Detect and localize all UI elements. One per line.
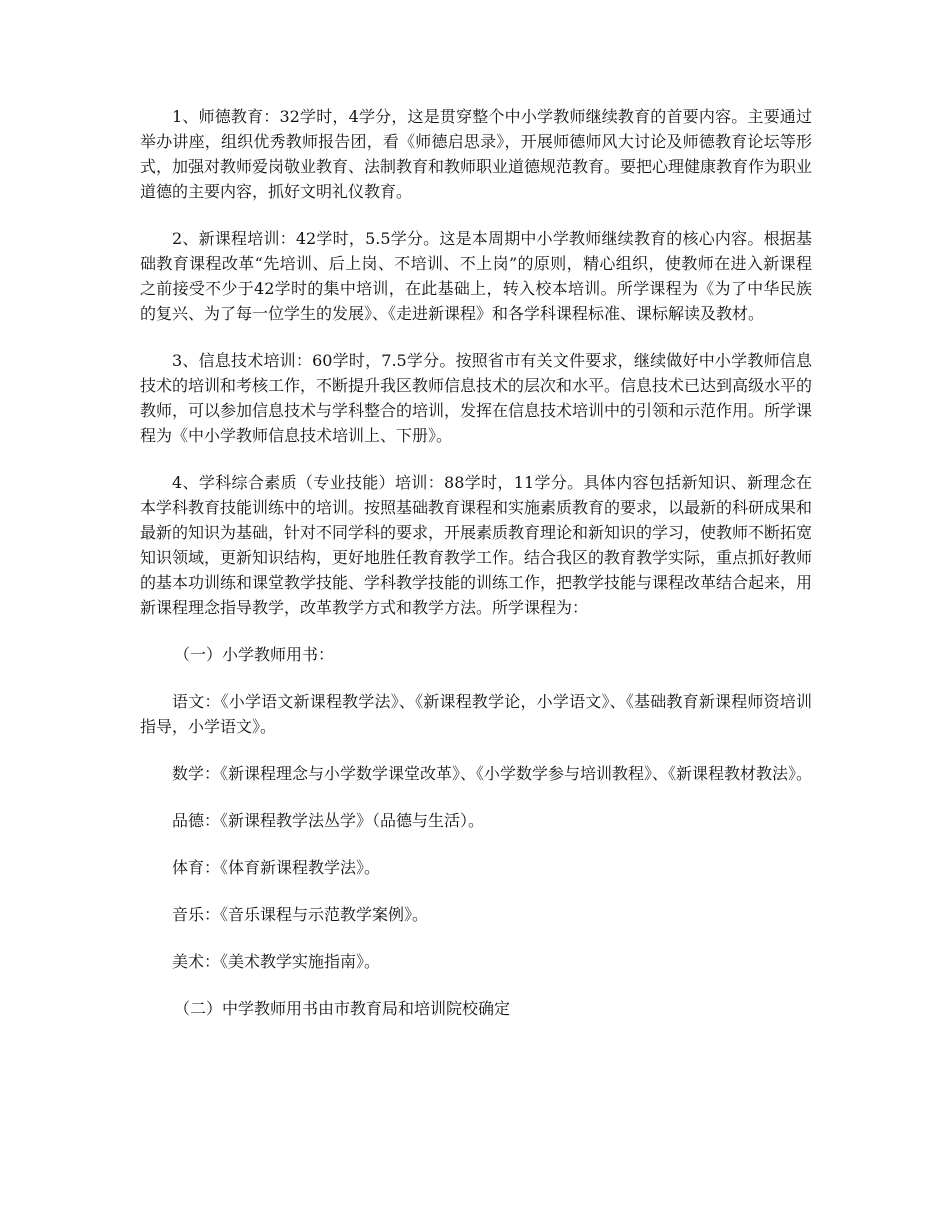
paragraph-morality-books: 品德：《新课程教学法丛学》（品德与生活）。	[172, 811, 485, 830]
paragraph-music-books: 音乐：《音乐课程与示范教学案例》。	[172, 905, 429, 924]
paragraph-new-curriculum-training: 2、新课程培训：42学时，5.5学分。这是本周期中小学教师继续教育的核心内容。根据基础教育课程改革“先培训、后上岗、不培训、不上岗”的原则，精心组织，使教师在进入新课程之前接受不少于42学时的集中培训，在此基础上，转入校本培训。所学课程为《为了中华民族的复兴、为了每一位学生的发展》、《走进新课程》和各学科课程标准、课标解读及教材。	[140, 229, 812, 323]
paragraph-ethics-education: 1、师德教育：32学时，4学分，这是贯穿整个中小学教师继续教育的首要内容。主要通过举办讲座，组织优秀教师报告团，看《师德启思录》，开展师德师风大讨论及师德教育论坛等形式，加强对教师爱岗敬业教育、法制教育和教师职业道德规范教育。要把心理健康教育作为职业道德的主要内容，抓好文明礼仪教育。	[140, 107, 813, 201]
heading-primary-teacher-books: （一）小学教师用书：	[174, 645, 335, 664]
document-body	[140, 104, 812, 1043]
paragraph-art-books: 美术：《美术教学实施指南》。	[172, 952, 381, 971]
paragraph-it-training: 3、信息技术培训：60学时，7.5学分。按照省市有关文件要求，继续做好中小学教师信息技术的培训和考核工作，不断提升我区教师信息技术的层次和水平。信息技术已达到高级水平的教师，可以参加信息技术与学科整合的培训，发挥在信息技术培训中的引领和示范作用。所学课程为《中小学教师信息技术培训上、下册》。	[140, 351, 813, 445]
paragraph-chinese-books: 语文：《小学语文新课程教学法》、《新课程教学论，小学语文》、《基础教育新课程师资培训指导，小学语文》。	[140, 692, 812, 736]
paragraph-subject-quality-training: 4、学科综合素质（专业技能）培训：88学时，11学分。具体内容包括新知识、新理念在本学科教育技能训练中的培训。按照基础教育课程和实施素质教育的要求，以最新的科研成果和最新的知识为基础，针对不同学科的要求，开展素质教育理论和新知识的学习，使教师不断拓宽知识领域，更新知识结构，更好地胜任教育教学工作。结合我区的教育教学实际，重点抓好教师的基本功训练和课堂教学技能、学科教学技能的训练工作，把教学技能与课程改革结合起来，用新课程理念指导教学，改革教学方式和教学方法。所学课程为：	[140, 473, 813, 617]
paragraph-middle-school-books: （二）中学教师用书由市教育局和培训院校确定	[174, 999, 511, 1018]
paragraph-math-books: 数学：《新课程理念与小学数学课堂改革》、《小学数学参与培训教程》、《新课程教材教法》。	[172, 764, 813, 783]
paragraph-pe-books: 体育：《体育新课程教学法》。	[172, 858, 381, 877]
